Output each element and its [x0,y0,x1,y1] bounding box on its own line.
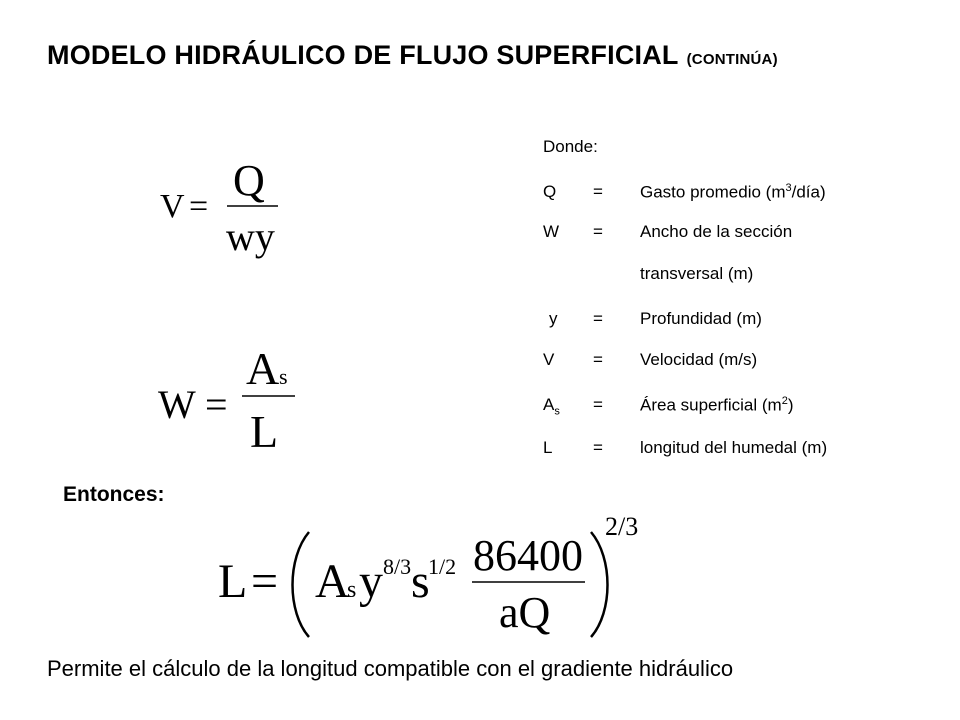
legend-description: Ancho de la sección [640,222,793,241]
formula3-eq: = [251,555,279,608]
legend-symbol: V [543,350,555,369]
formula3-y-exp: 8/3 [383,554,412,579]
formula3-numerator: 86400 [473,531,583,580]
legend-equals: = [593,222,603,241]
formula3-s: s [411,555,430,608]
formula2-lhs: W [158,382,196,427]
legend-desc-end: ) [787,395,794,415]
legend-equals: = [593,350,603,369]
legend-description: Profundidad (m) [640,309,762,328]
legend-symbol: Q [543,182,557,201]
formula3-outer-exp: 2/3 [605,512,639,541]
formula3-right-paren [591,532,608,637]
footer-note: Permite el cálculo de la longitud compatible con el gradiente hidráulico [47,656,734,681]
formula3-denominator: aQ [499,588,551,637]
legend-equals: = [593,309,603,328]
legend-desc-sup: 2 [781,395,788,407]
legend-symbol: L [543,438,553,457]
title-sub: (CONTINÚA) [686,51,778,68]
formula3-y: y [359,555,383,608]
title-main: MODELO HIDRÁULICO DE FLUJO SUPERFICIAL [47,40,679,70]
legend-description: Velocidad (m/s) [640,350,758,369]
legend-equals: = [593,395,603,414]
entonces-label: Entonces: [63,483,165,506]
legend-heading: Donde: [543,137,598,156]
formula1-eq: = [189,188,209,225]
legend-description: longitud del humedal (m) [640,438,828,457]
legend-equals: = [593,182,603,201]
legend-symbol-text: A [543,395,555,414]
formula3-A-sub: s [347,577,357,603]
formula2-numerator: A [246,343,280,394]
formula2-denominator: L [250,406,279,457]
legend-desc-text: Área superficial (m [640,395,782,415]
legend-desc-sup: 3 [785,182,792,194]
legend-equals: = [593,438,603,457]
legend-description: transversal (m) [640,264,754,283]
legend-desc-end: /día) [791,182,826,202]
formula1-denominator: wy [226,214,275,259]
formula1-numerator: Q [233,156,265,205]
formula2-numerator-sub: s [279,364,288,389]
legend-desc-text: Gasto promedio (m [640,182,786,202]
formula3-s-exp: 1/2 [428,554,457,579]
formula3-A: A [315,555,350,608]
legend-symbol: W [543,222,560,241]
formula3-lhs: L [218,555,248,608]
formula3-left-paren [293,532,310,637]
formula2-eq: = [205,382,228,427]
formula1-lhs: V [160,188,185,225]
legend-symbol: y [549,309,558,328]
legend-symbol-sub: s [554,405,560,418]
